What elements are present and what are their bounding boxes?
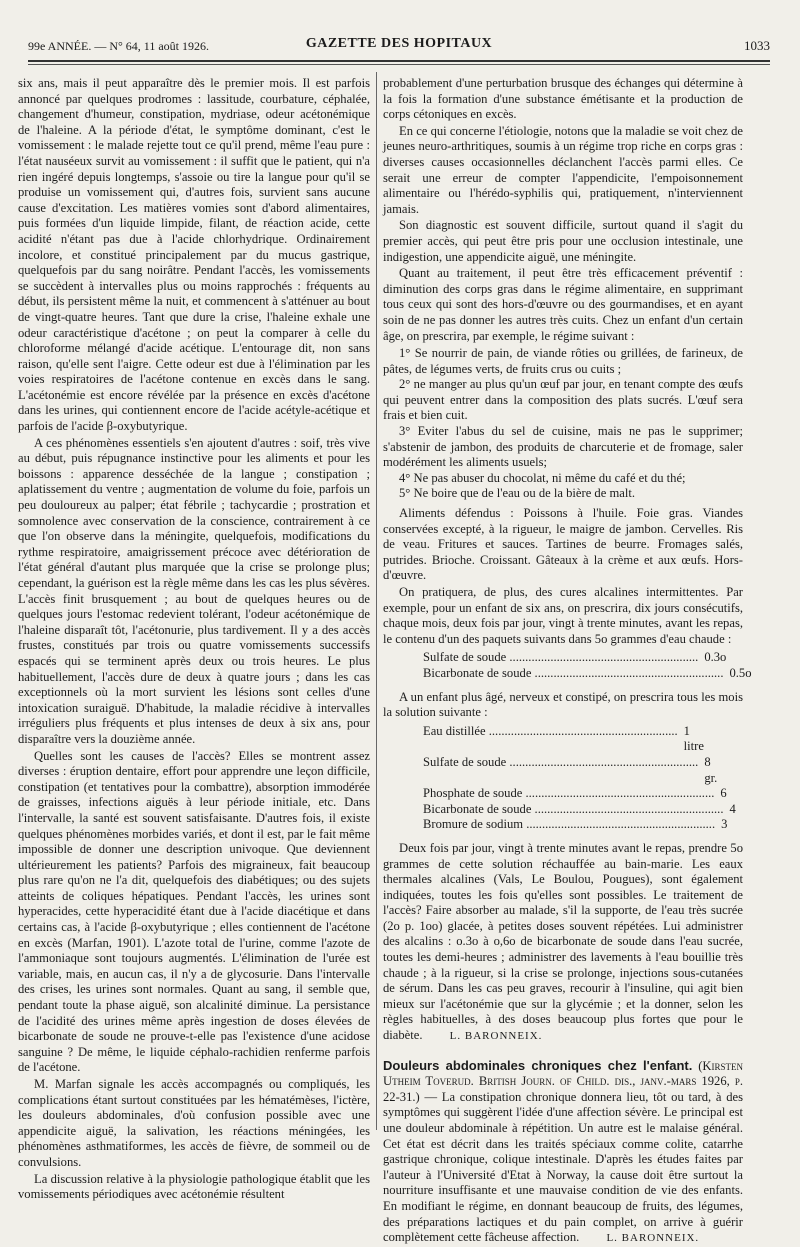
- right-column: [383, 76, 752, 1245]
- section-title: Douleurs abdominales chroniques chez l'enfant.: [383, 1057, 693, 1073]
- prescription-row: [423, 786, 727, 802]
- paragraph: probablement d'une perturbation brusque des échanges qui détermine à la fois la formation d'une substance émétisante et la production de corps cétoniques en excès.: [383, 76, 743, 122]
- section-paragraph: [383, 1058, 743, 1247]
- ingredient-name: Eau distillée .....: [423, 724, 678, 755]
- ingredient-amount: 1 litre: [683, 723, 704, 754]
- prescription-row: [423, 665, 752, 682]
- prescription-1: [423, 650, 752, 681]
- header-rule: [28, 60, 770, 62]
- left-column: [18, 76, 370, 1202]
- section-spacer: [383, 1046, 743, 1058]
- page-number: 1033: [744, 38, 770, 53]
- paragraph: Aliments défendus : Poissons à l'huile. Foie gras. Viandes conservées excepté, à la rigueur, le maigre de jambon. Cervelles. Ris de veau. Fritures et sauces. Tartines de beurre. Fromages salés, putrides. Brioche. Croissant. Gâteaux à la crème et aux œufs. Hors-d'œuvre.: [383, 506, 743, 583]
- paragraph: Son diagnostic est souvent difficile, surtout quand il s'agit du premier accès, qui peut être pris pour une occlusion intestinale, une indigestion, une appendicite aiguë, une méningite.: [383, 218, 743, 264]
- section-text: — La constipation chronique donnera lieu, tôt ou tard, à des symptômes qui suggèrent l'idée d'une affection sévère. Le principal est une douleur abdominale à répétition. Un autre est le malaise général. Cet état est décrit dans les traités spéciaux comme colite, catarrhe gastrique chronique, colique intestinale. D'après les études faites par l'auteur à l'Université d'Etat à Norway, la cause doit être surtout la nourriture insuffisante et une mauvaise condition de vie des enfants. En modifiant le régime, en donnant beaucoup de fruits, des légumes, des préparations lactiques et du pain complet, on arrive à guérir complètement cette fâcheuse affection.: [383, 1089, 743, 1245]
- paragraph: Quant au traitement, il peut être très efficacement préventif : diminution des corps gras dans le régime alimentaire, en supprimant tous ceux qui sont des hors-d'œuvre ou des gourmandises, et en ayant soin de ne pas donner les autres très cuits. Chez un enfant d'un certain âge, on prescrira, par exemple, le régime suivant :: [383, 266, 743, 343]
- ingredient-name: Sulfate de soude .....: [423, 755, 698, 786]
- author-signature: L. BARONNEIX.: [606, 1232, 700, 1245]
- paragraph: M. Marfan signale les accès accompagnés ou compliqués, les complications étant surtout constituées par les hématémèses, l'ictère, les douleurs abdominales, d'où confusion possible avec une appendicite aiguë, la salivation, les réactions méningées, les phénomènes asthmatiformes, les accès de fièvre, de sommeil ou de convulsions.: [18, 1077, 370, 1169]
- ingredient-amount: 4: [729, 801, 736, 816]
- paragraph: A ces phénomènes essentiels s'en ajoutent d'autres : soif, très vive au début, puis répugnance instinctive pour les aliments et pour les boissons : apparence desséchée de la langue ; constipation ; aplatissement du ventre ; augmentation de volume du foie, parfois un peu douloureux au palper; état fébrile ; tachycardie ; prostration et somnolence avec conservation de la conscience, contrairement à ce que l'on observe dans la méningite, quelquefois, modifications du rythme respiratoire, amaigrissement précoce avec détérioration de l'état général d'autant plus marquée que la crise se prolonge plus; cependant, la guérison est la règle même dans les cas les plus sévères. L'accès finit brusquement ; au bout de quelques heures ou de quelques jours l'estomac redevient tolérant, l'odeur acétonémique de l'haleine disparaît tôt, l'acétonurie, plus tardivement. Il y a des accès frustes, constitués par trois ou quatre vomissements successifs espacés qui se terminent après deux ou trois heures. Le plus habituellement, l'accès dure de deux à quatre jours ; dans les cas exceptionnels où la mort survient les lésions sont celles d'une intoxication suraiguë. D'habitude, la maladie récidive à intervalles irréguliers plus fréquents et plus intenses de deux à six ans, pour disparaître vers la douzième année.: [18, 435, 370, 746]
- ingredient-amount: 6: [720, 786, 727, 801]
- ingredient-name: Sulfate de soude .....: [423, 650, 698, 666]
- regime-item: 4° Ne pas abuser du chocolat, ni même du café et du thé;: [399, 470, 686, 485]
- regime-item: 5° Ne boire que de l'eau ou de la bière de malt.: [399, 486, 635, 501]
- ingredient-amount: 8 gr.: [704, 754, 718, 785]
- prescription-2: [423, 723, 736, 833]
- ingredient-name: Phosphate de soude .....: [423, 786, 714, 802]
- paragraph: A un enfant plus âgé, nerveux et constipé, on prescrira tous les mois la solution suivante :: [383, 689, 743, 720]
- regime-list: [383, 346, 743, 502]
- regime-item: 3° Eviter l'abus du sel de cuisine, mais ne pas le supprimer; s'abstenir de jambon, des produits de charcuterie et de fromage, saler modérément les aliments usuels;: [383, 424, 743, 470]
- header-rule-thin: [28, 64, 770, 65]
- paragraph: [383, 841, 743, 1045]
- author-signature: L. BARONNEIX.: [449, 1030, 543, 1043]
- regime-item: 1° Se nourrir de pain, de viande rôties ou grillées, de farineux, de pâtes, de légumes verts, de fruits crus ou cuits ;: [383, 346, 743, 376]
- prescription-row: [423, 817, 728, 833]
- issue-info: 99e ANNÉE. — N° 64, 11 août 1926.: [28, 39, 210, 53]
- prescription-row: [423, 650, 727, 666]
- paragraph-text: Deux fois par jour, vingt à trente minutes avant le repas, prendre 5o grammes de cette solution réchauffée au bain-marie. Les eaux thermales alcalines (Vals, Le Boulou, Pougues), sont également indiquées, toutes les fois qu'elles sont possibles. Le traitement de l'accès? Faire absorber au malade, s'il la supporte, de l'eau très sucrée (2o p. 1oo) glacée, à petites doses souvent répétées. Lui administrer des alcalins : o.3o à o,6o de bicarbonate de soude dans l'eau sucrée, toutes les demi-heures ; administrer des lavements à l'eau bouillie très chaude ; à la rigueur, si la crise se prolonge, injections sous-cutanées de sérum. Dans les cas peu graves, recourir à l'insuline, qui agit bien mieux sur l'acétonémie que sur la glycémie ; et la donner, selon les règles habituelles, à des doses beaucoup plus fortes que pour le diabète.: [383, 840, 743, 1043]
- section-reference: (Kirsten Utheim Toverud. British Journ. of Child. dis., janv.-mars 1926, p. 22-31.): [383, 1058, 743, 1104]
- column-divider: [376, 72, 377, 1130]
- prescription-row: [423, 754, 718, 786]
- paragraph: On pratiquera, de plus, des cures alcalines intermittentes. Par exemple, pour un enfant de six ans, on prescrira, dix jours consécutifs, chaque mois, deux fois par jour, vingt à trente minutes, avant les repas, le contenu d'un des paquets suivants dans 5o grammes d'eau chaude :: [383, 585, 743, 646]
- ingredient-name: Bromure de sodium .....: [423, 817, 715, 833]
- ingredient-amount: 0.5o: [729, 665, 752, 680]
- prescription-row: [423, 723, 704, 755]
- prescription-row: [423, 801, 736, 818]
- page-header: [28, 36, 770, 58]
- paragraph: La discussion relative à la physiologie pathologique établit que les vomissements périodiques avec acétonémie résultent: [18, 1171, 370, 1202]
- paragraph: Quelles sont les causes de l'accès? Elles se montrent assez diverses : éruption dentaire, effort pour apprendre une leçon difficile, constipation (et tentatives pour la combattre), absorption immodérée de graisses, infections aiguës à leur période initiale, etc. Dans l'intervalle, la santé est souvent satisfaisante. D'autres fois, il existe quelques phénomènes morbides variés, et dont il est, par le fait même impossible de donner une description univoque. Que deviennent ultérieurement les patients? Parfois des migraineux, fait beaucoup plus rare qu'on ne l'a dit, quelquefois des diabétiques; ou des sujets atteints de coliques hépatiques. Pendant l'accès, les urines sont hyperacides, cette hyperacidité étant due à l'acide diacétique et dans certains cas, à l'acide β-oxybutyrique ; elles contiennent de l'acétone en excès (Marfan, 1901). L'azote total de l'urine, comme l'azote de l'ammoniaque sont toujours augmentés. L'élimination de l'urée est variable, mais, en aucun cas, il n'y a de glycosurie. Dans l'intervalle des crises, les urines sont normales. Quant au sang, il semble que, pendant toute la phase aiguë, son alcalinité diminue. La persistance de l'acidité des urines même après ingestion de doses élevées de bicarbonate de soude ne prouve-t-elle pas l'existence d'une acidose sanguine ? De même, le liquide céphalo-rachidien renferme parfois de l'acétone.: [18, 748, 370, 1075]
- regime-item: 2° ne manger au plus qu'un œuf par jour, en tenant compte des œufs qui peuvent entrer dans la composition des plats sucrés. L'œuf sera frais et bien cuit.: [383, 377, 743, 423]
- journal-title: GAZETTE DES HOPITAUX: [305, 36, 493, 51]
- ingredient-name: Bicarbonate de soude .....: [423, 802, 723, 818]
- ingredient-amount: 3: [721, 817, 728, 832]
- paragraph: six ans, mais il peut apparaître dès le premier mois. Il est parfois annoncé par quelques prodromes : lassitude, courbature, céphalée, changement d'humeur, constipation, mydriase, odeur acétonémique de l'haleine. A la période d'état, le symptôme dominant, c'est le vomissement : le malade rejette tout ce qu'il prend, même l'eau pure : l'état nauséeux survit au vomissement : il suffit que le patient, qui n'a rien ingéré depuis longtemps, s'assoie ou tire la langue pour qu'il se produise un vomissement qui, d'autres fois, survient sans aucune cause d'excitation. Les matières vomies sont d'abord alimentaires, puis formées d'un liquide limpide, filant, de réaction acide, cette acidité n'étant pas due à l'acide chlorhydrique. Ordinairement incolore, et constitué principalement par du mucus gastrique, quelquefois par du sang noirâtre. Pendant l'accès, les vomissements se succèdent à intervalles plus ou moins rapprochés : fréquents au début, ils persistent même la nuit, et commencent à s'atténuer au bout de vingt-quatre heures. Tant que dure la crise, l'haleine exhale une odeur caractéristique d'acétone ; on peut la comparer à celle du chloroforme mélangé d'acide acétique. L'entourage dit, non sans raison, qu'elle sent l'aigre. Cette odeur est due à l'élimination par les voies respiratoires de l'acétone contenue en excès dans le sang. L'acétonémie est encore révélée par la présence en excès d'acétone dans les urines, qui contiennent encore de l'acide acétyle-acétique et parfois de l'acide β-oxybutyrique.: [18, 76, 370, 434]
- paragraph: En ce qui concerne l'étiologie, notons que la maladie se voit chez de jeunes neuro-arthritiques, soumis à un régime trop riche en corps gras : diverses causes occasionnelles déclanchent l'accès parmi elles. Ce serait une erreur de compter l'appendicite, l'empoisonnement alimentaire ou l'hérédo-syphilis qui, pratiquement, n'interviennent jamais.: [383, 123, 743, 216]
- ingredient-amount: 0.3o: [704, 650, 727, 665]
- ingredient-name: Bicarbonate de soude .....: [423, 666, 723, 682]
